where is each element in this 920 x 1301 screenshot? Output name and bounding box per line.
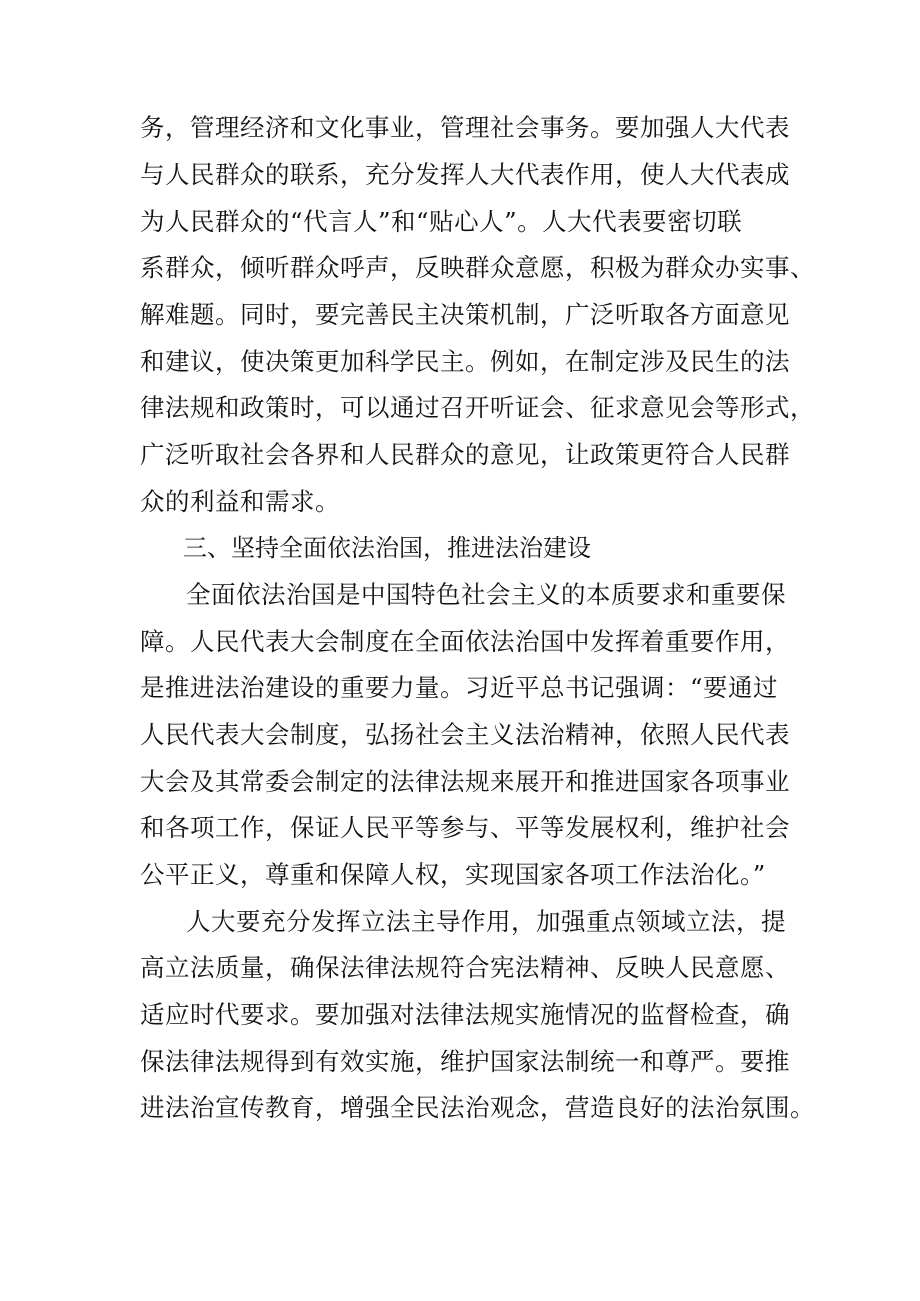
paragraph-line: 与人民群众的联系，充分发挥人大代表作用，使人大代表成	[140, 160, 790, 189]
paragraph-line: 全面依法治国是中国特色社会主义的本质要求和重要保	[186, 580, 786, 609]
paragraph-line: 广泛听取社会各界和人民群众的意见，让政策更符合人民群	[140, 440, 790, 469]
paragraph-line: 大会及其常委会制定的法律法规来展开和推进国家各项事业	[140, 767, 790, 796]
paragraph-line: 和各项工作，保证人民平等参与、平等发展权利，维护社会	[140, 813, 790, 842]
paragraph-line: 人大要充分发挥立法主导作用，加强重点领域立法，提	[186, 907, 786, 936]
paragraph-line: 障。人民代表大会制度在全面依法治国中发挥着重要作用，	[140, 627, 790, 656]
paragraph-line: 适应时代要求。要加强对法律法规实施情况的监督检查，确	[140, 1000, 790, 1029]
paragraph-line: 和建议，使决策更加科学民主。例如，在制定涉及民生的法	[140, 347, 790, 376]
paragraph-line: 高立法质量，确保法律法规符合宪法精神、反映人民意愿、	[140, 953, 790, 982]
paragraph-line: 公平正义，尊重和保障人权，实现国家各项工作法治化。”	[140, 860, 766, 889]
paragraph-line: 为人民群众的“代言人”和“贴心人”。人大代表要密切联	[140, 207, 743, 236]
paragraph-line: 律法规和政策时，可以通过召开听证会、征求意见会等形式，	[140, 393, 815, 422]
paragraph-line: 众的利益和需求。	[140, 487, 340, 516]
paragraph-line: 人民代表大会制度，弘扬社会主义法治精神，依照人民代表	[140, 720, 790, 749]
paragraph-line: 系群众，倾听群众呼声，反映群众意愿，积极为群众办实事、	[140, 253, 815, 282]
paragraph-line: 保法律法规得到有效实施，维护国家法制统一和尊严。要推	[140, 1047, 790, 1076]
section-heading: 三、坚持全面依法治国，推进法治建设	[183, 534, 591, 562]
paragraph-line: 解难题。同时，要完善民主决策机制，广泛听取各方面意见	[140, 300, 790, 329]
paragraph-line: 进法治宣传教育，增强全民法治观念，营造良好的法治氛围。	[140, 1093, 815, 1122]
paragraph-line: 是推进法治建设的重要力量。习近平总书记强调：“要通过	[140, 673, 779, 702]
paragraph-line: 务，管理经济和文化事业，管理社会事务。要加强人大代表	[140, 113, 790, 142]
